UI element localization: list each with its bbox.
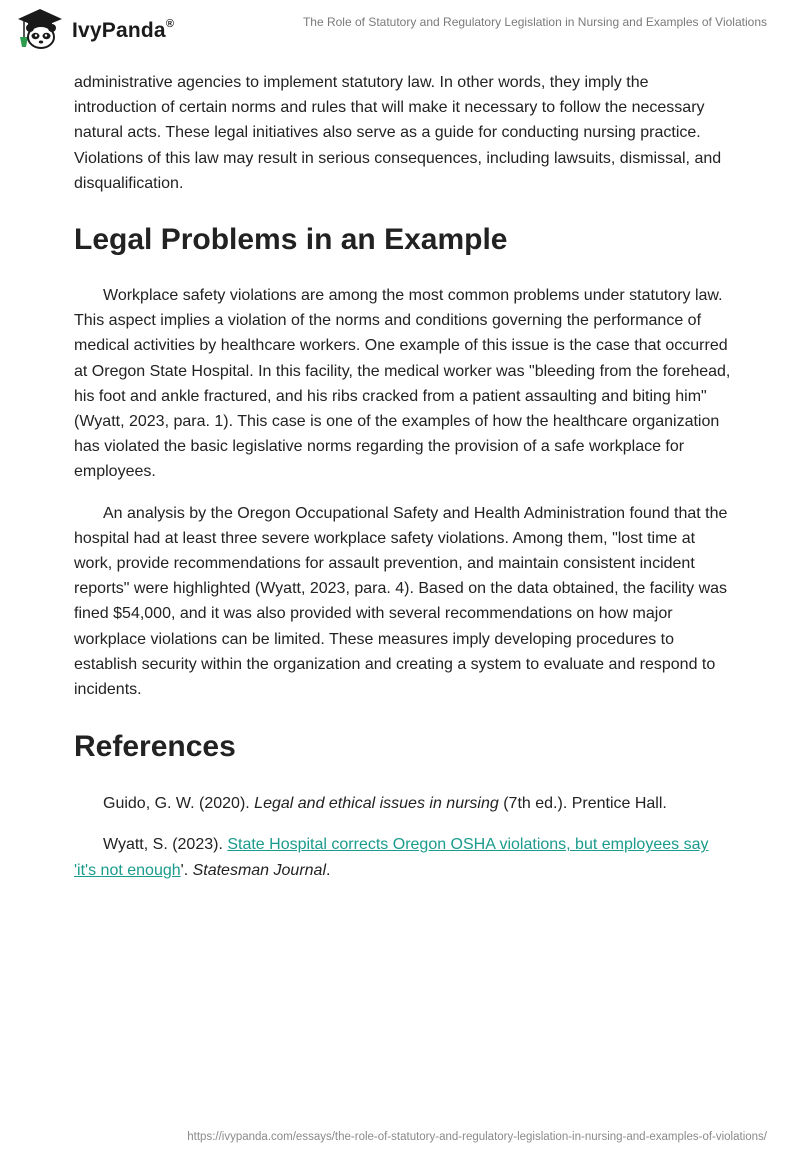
brand-name: IvyPanda® bbox=[72, 18, 175, 42]
footer-url[interactable]: https://ivypanda.com/essays/the-role-of-statutory-and-regulatory-legislation-in-nursing-and-examples-of-violations/ bbox=[187, 1131, 767, 1143]
references-list bbox=[74, 791, 734, 883]
article-body bbox=[74, 70, 734, 883]
reference-author: Guido, G. W. (2020). bbox=[103, 795, 255, 813]
document-title: The Role of Statutory and Regulatory Legislation in Nursing and Examples of Violations bbox=[302, 15, 767, 29]
reference-item bbox=[74, 791, 734, 816]
reference-journal: Statesman Journal bbox=[192, 861, 326, 879]
intro-paragraph: administrative agencies to implement statutory law. In other words, they imply the introduction of certain norms and rules that will make it necessary to follow the necessary natural acts. These legal initiatives also serve as a guide for conducting nursing practice. Violations of this law may result in serious consequences, including lawsuits, dismissal, and disqualification. bbox=[74, 74, 722, 192]
legal-paragraph-2: An analysis by the Oregon Occupational Safety and Health Administration found that the hospital had at least three severe workplace safety violations. Among them, "lost time at work, provide recommendations for assault prevention, and maintain consistent incident reports" were highlighted (Wyatt, 2023, para. 4). Based on the data obtained, the facility was fined $54,000, and it was also provided with several recommendations on how major workplace violations can be limited. These measures imply developing procedures to establish security within the organization and creating a system to evaluate and respond to incidents. bbox=[74, 504, 728, 699]
reference-title: Legal and ethical issues in nursing bbox=[254, 795, 499, 813]
reference-link-tail: '. bbox=[180, 861, 193, 879]
panda-graduate-icon bbox=[14, 7, 66, 51]
legal-paragraph-1: Workplace safety violations are among the most common problems under statutory law. This aspect implies a violation of the norms and conditions governing the performance of medical activities by healthcare workers. One example of this issue is the case that occurred at Oregon State Hospital. In this facility, the medical worker was "bleeding from the forehead, his foot and ankle fractured, and his ribs cracked from a patient assaulting and biting him" (Wyatt, 2023, para. 1). This case is one of the examples of how the healthcare organization has violated the basic legislative norms regarding the provision of a safe workplace for employees. bbox=[74, 287, 731, 481]
page-header bbox=[0, 0, 800, 60]
reference-item bbox=[74, 832, 734, 882]
reference-author: Wyatt, S. (2023). bbox=[103, 836, 228, 854]
legal-problems-heading: Legal Problems in an Example bbox=[74, 223, 508, 257]
references-heading: References bbox=[74, 730, 236, 764]
reference-publisher: (7th ed.). Prentice Hall. bbox=[498, 795, 667, 813]
reference-end: . bbox=[326, 861, 331, 879]
brand-logo[interactable] bbox=[14, 7, 174, 51]
reference-link[interactable]: State Hospital corrects Oregon OSHA violations, but employees say 'it's not enough bbox=[74, 836, 709, 879]
